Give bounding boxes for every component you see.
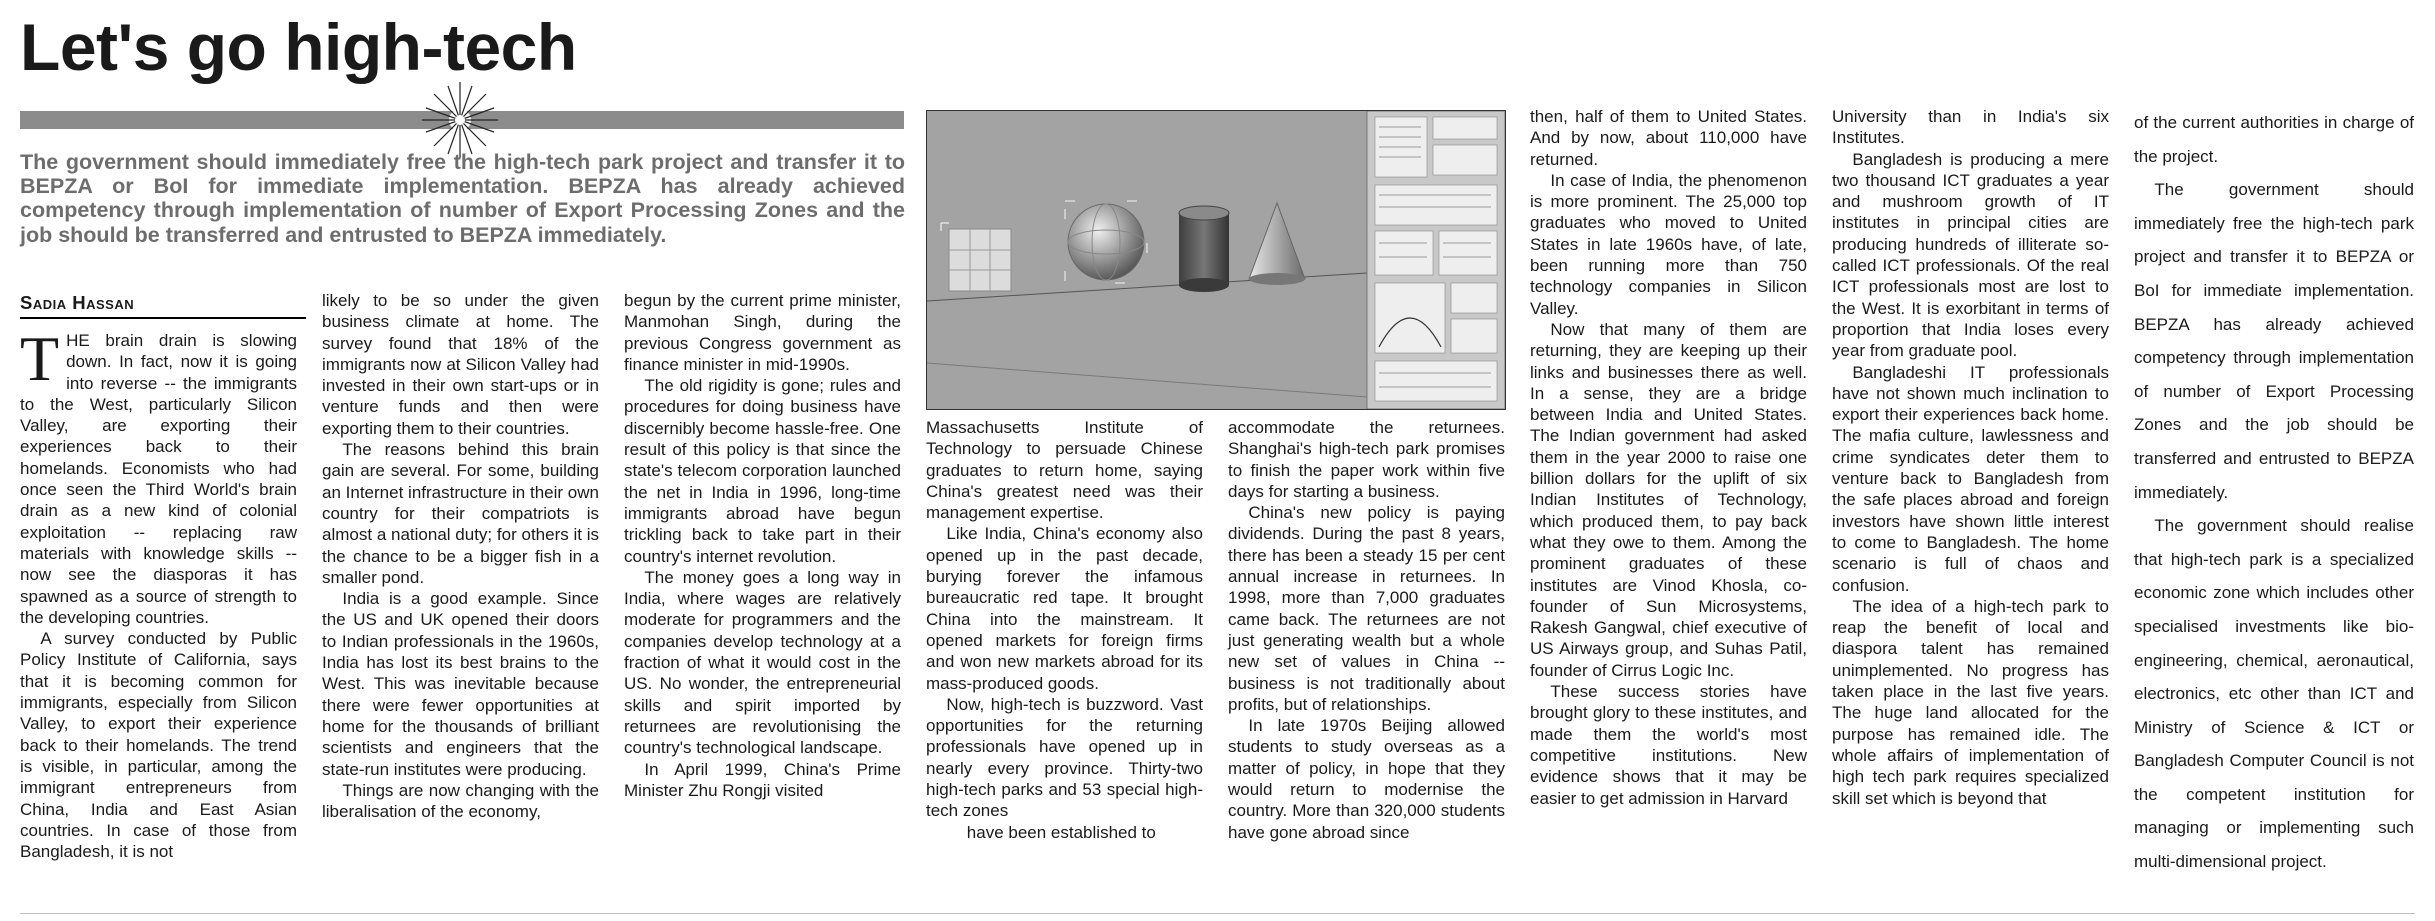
byline-rule bbox=[20, 317, 306, 319]
paragraph: The reasons behind this brain gain are several. For some, building an Internet infrastructure in their own country for their compatriots is almost a national duty; for others it is the chance to be a bigger fish in a smaller pond. bbox=[322, 440, 599, 587]
paragraph: The money goes a long way in India, where wages are relatively moderate for programmers and the companies develop technology at a fraction of what it would cost in the US. No wonder, the entrepreneurial skills and spirit imported by returnees are revolutionising the country's technological landscape. bbox=[624, 567, 901, 758]
column-8 bbox=[2134, 106, 2414, 879]
starburst-ornament-icon bbox=[420, 80, 500, 160]
paragraph: of the current authorities in charge of the project. bbox=[2134, 113, 2414, 166]
column-1 bbox=[20, 323, 297, 862]
cube-object bbox=[941, 223, 1011, 291]
paragraph: accommodate the returnees. Shanghai's high-tech park promises to finish the paper work within five days for starting a business. bbox=[1228, 418, 1505, 501]
paragraph: Massachusetts Institute of Technology to persuade Chinese graduates to return home, saying China's greatest need was their management expertise. bbox=[926, 418, 1203, 523]
byline: Sadia Hassan bbox=[20, 292, 135, 313]
paragraph: THE brain drain is slowing down. In fact, now it is going into reverse -- the immigrants to the West, particularly Silicon Valley, are exporting their experiences back to their homelands. Economists who had once seen the Third World's brain drain as a new kind of colonial exploitation -- replacing raw materials with knowledge skills -- now see the diasporas it has spawned as a source of strength to the developing countries. bbox=[20, 323, 297, 627]
standfirst: The government should immediately free the high-tech park project and transfer it to BEPZA or BoI for immediate implementation. BEPZA has already achieved competency through implementation of number of Export Processing Zones and the job should be transferred and entrusted to BEPZA immediately. bbox=[20, 150, 905, 247]
paragraph: then, half of them to United States. And by now, about 110,000 have returned. bbox=[1530, 107, 1807, 169]
paragraph: China's new policy is paying dividends. During the past 8 years, there has been a steady 15 per cent annual increase in returnees. In 1998, more than 7,000 graduates came back. The returnees are not just generating wealth but a whole new set of values in China -- business is not traditionally about profits, but of relationships. bbox=[1228, 503, 1505, 714]
paragraph: Things are now changing with the liberalisation of the economy, bbox=[322, 780, 599, 822]
paragraph: likely to be so under the given business climate at home. The survey found that 18% of the immigrants now at Silicon Valley had invested in their own start-ups or in venture funds and then were exporting them to their countries. bbox=[322, 291, 599, 438]
column-2 bbox=[322, 290, 599, 822]
paragraph: Bangladesh is producing a mere two thousand ICT graduates a year and mushroom growth of IT institutes in principal cities are producing hundreds of illiterate so-called ICT professionals. Of the real ICT professionals most are lost to the West. It is exorbitant in terms of proportion that India loses every year from graduate pool. bbox=[1832, 149, 2109, 361]
drop-cap: T bbox=[20, 323, 60, 394]
paragraph: Now that many of them are returning, they are keeping up their links and businesses there as well. In a sense, they are a bridge between India and United States. The Indian government had asked them in the year 2000 to raise one billion dollars for the uplift of six Indian Institutes of Technology, which produced them, to pay back what they owe to them. Among the prominent graduates of these institutes are Vinod Khosla, co-founder of Sun Microsystems, Rakesh Gangwal, chief executive of US Airways group, and Suhas Patil, founder of Cirrus Logic Inc. bbox=[1530, 319, 1807, 680]
paragraph: The government should immediately free the high-tech park project and transfer it to BEPZA or BoI for immediate implementation. BEPZA has already achieved competency through implementation of number of Export Processing Zones and the job should be transferred and entrusted to BEPZA immediately. bbox=[2134, 180, 2414, 502]
column-3 bbox=[624, 290, 901, 801]
paragraph: University than in India's six Institutes. bbox=[1832, 107, 2109, 148]
headline: Let's go high-tech bbox=[20, 10, 577, 84]
column-4 bbox=[926, 417, 1203, 843]
paragraph: Now, high-tech is buzzword. Vast opportunities for the returning professionals have opened up in nearly every province. Thirty-two high-tech parks and 53 special high-tech zones bbox=[926, 694, 1203, 821]
paragraph: Bangladeshi IT professionals have not shown much inclination to export their experiences back home. The mafia culture, lawlessness and crime syndicates deter them to venture back to Bangladesh from the safe places abroad and foreign investors have shown little interest to come to Bangladesh. The home scenario is full of chaos and confusion. bbox=[1832, 362, 2109, 595]
column-6 bbox=[1530, 106, 1807, 809]
paragraph: The idea of a high-tech park to reap the benefit of local and diaspora talent has remained unimplemented. No progress has taken place in the last five years. The huge land allocated for the purpose has remained idle. The whole affairs of implementation of high tech park requires specialized skill set which is beyond that bbox=[1832, 596, 2109, 808]
cylinder-object bbox=[1179, 206, 1229, 292]
paragraph: A survey conducted by Public Policy Institute of California, says that it is becoming common for immigrants, especially from Silicon Valley, to export their experience back to their homelands. The trend is visible, in particular, among the immigrant entrepreneurs from China, India and East Asian countries. In case of those from Bangladesh, it is not bbox=[20, 629, 297, 862]
paragraph: Like India, China's economy also opened up in the past decade, burying forever the infamous bureaucratic red tape. It brought China into the mainstream. It opened markets for foreign firms and won new markets abroad for its mass-produced goods. bbox=[926, 524, 1203, 693]
paragraph: In late 1970s Beijing allowed students to study overseas as a matter of policy, in hope that they would return to modernise the country. More than 320,000 students have gone abroad since bbox=[1228, 716, 1505, 842]
column-5 bbox=[1228, 417, 1505, 843]
paragraph: have been established to bbox=[966, 822, 1156, 842]
paragraph: These success stories have brought glory to these institutes, and made them the world's most competitive institutions. New evidence shows that it may be easier to get admission in Harvard bbox=[1530, 682, 1807, 808]
paragraph: The government should realise that high-tech park is a specialized economic zone which includes other specialised investments like bio-engineering, chemical, aeronautical, electronics, etc other than ICT and Ministry of Science & ICT or Bangladesh Computer Council is not the competent institution for managing or implementing such multi-dimensional project. bbox=[2134, 516, 2414, 872]
paragraph: The old rigidity is gone; rules and procedures for doing business have discernibly become hassle-free. One result of this policy is that since the state's telecom corporation launched the net in India in 1996, long-time immigrants abroad have begun trickling back to take part in their country's internet revolution. bbox=[624, 376, 901, 566]
paragraph: In April 1999, China's Prime Minister Zhu Rongji visited bbox=[624, 759, 901, 800]
bottom-rule bbox=[20, 913, 2415, 914]
paragraph: In case of India, the phenomenon is more prominent. The 25,000 top graduates who moved to United States in late 1960s have, of late, been running more than 750 technology companies in Silicon Valley. bbox=[1530, 170, 1807, 318]
3d-software-screenshot bbox=[926, 110, 1506, 410]
paragraph: India is a good example. Since the US and UK opened their doors to Indian professionals in the 1960s, India has lost its best brains to the West. This was inevitable because there were fewer opportunities at home for the thousands of brilliant scientists and engineers that the state-run institutes were producing. bbox=[322, 589, 599, 779]
column-7 bbox=[1832, 106, 2109, 809]
paragraph: begun by the current prime minister, Manmohan Singh, during the previous Congress government as finance minister in mid-1990s. bbox=[624, 291, 901, 374]
